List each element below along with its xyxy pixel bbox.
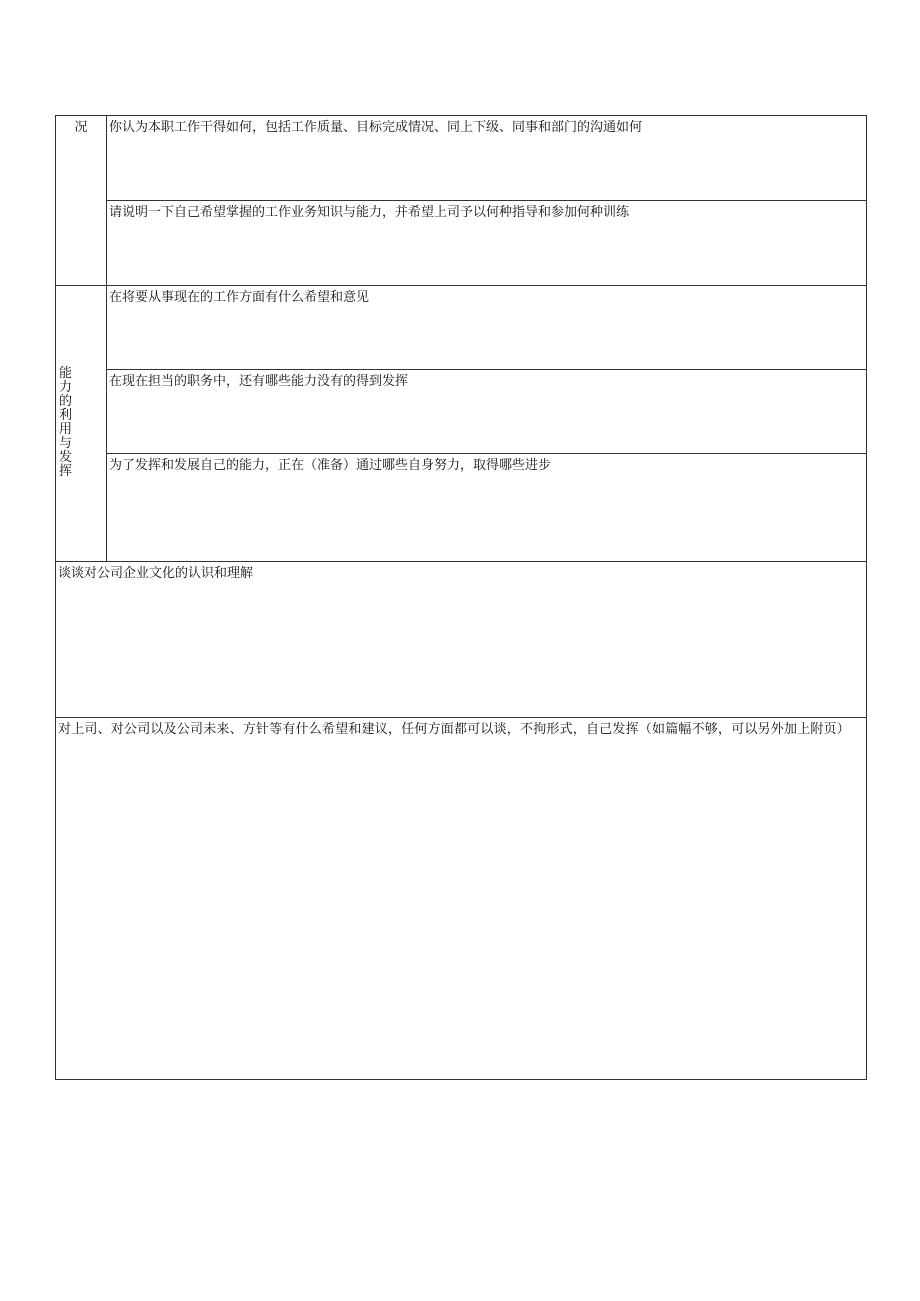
- work-performance-question-cell[interactable]: [107, 116, 867, 201]
- evaluation-form-table: [55, 115, 867, 1080]
- situation-side-label: [56, 116, 107, 286]
- training-needs-question-cell[interactable]: [107, 201, 867, 286]
- future-work-hopes-question: 在将要从事现在的工作方面有什么希望和意见: [109, 290, 370, 305]
- unused-abilities-question-cell[interactable]: [107, 370, 867, 454]
- work-performance-question: 你认为本职工作干得如何，包括工作质量、目标完成情况、同上下级、同事和部门的沟通如何: [109, 120, 643, 135]
- ability-row-3: [56, 454, 867, 562]
- company-culture-question: 谈谈对公司企业文化的认识和理解: [58, 566, 254, 581]
- culture-row: [56, 562, 867, 718]
- unused-abilities-question: 在现在担当的职务中，还有哪些能力没有的得到发挥: [109, 374, 409, 389]
- suggestions-question: 对上司、对公司以及公司未来、方针等有什么希望和建议，任何方面都可以谈，不拘形式，自己发挥（如篇幅不够，可以另外加上附页）: [58, 722, 851, 737]
- suggestions-row: [56, 718, 867, 1080]
- ability-row-2: [56, 370, 867, 454]
- self-improvement-question: 为了发挥和发展自己的能力，正在（准备）通过哪些自身努力，取得哪些进步: [109, 458, 552, 473]
- company-culture-question-cell[interactable]: [56, 562, 867, 718]
- situation-row-2: [56, 201, 867, 286]
- ability-side-label-text: 能力的利用与发挥: [59, 365, 73, 479]
- suggestions-question-cell[interactable]: [56, 718, 867, 1080]
- training-needs-question: 请说明一下自己希望掌握的工作业务知识与能力，并希望上司予以何种指导和参加何种训练: [109, 205, 630, 220]
- situation-side-label-text: 况: [74, 120, 88, 135]
- future-work-hopes-question-cell[interactable]: [107, 286, 867, 370]
- ability-side-label: [56, 286, 107, 562]
- self-improvement-question-cell[interactable]: [107, 454, 867, 562]
- ability-row-1: [56, 286, 867, 370]
- situation-row-1: [56, 116, 867, 201]
